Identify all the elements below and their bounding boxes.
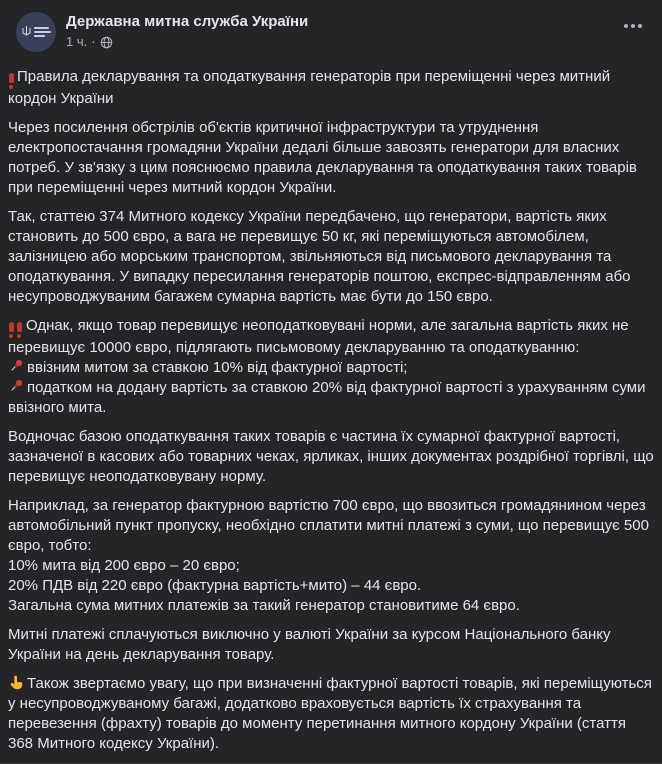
post-paragraph <box>8 596 654 616</box>
meta-separator: · <box>91 34 96 49</box>
paragraph-text: ввізним митом за ставкою 10% від фактурної вартості; <box>27 359 408 376</box>
post-paragraph <box>8 316 654 358</box>
post-paragraph <box>8 496 654 556</box>
post-paragraph <box>8 207 654 307</box>
globe-public-icon <box>100 36 113 49</box>
post-timestamp-link[interactable]: 1 ч. <box>66 34 88 49</box>
paragraph-text: Наприклад, за генератор фактурною вартістю 700 євро, що ввозиться громадянином через автомобільний пункт пропуску, необхідно сплатити митні платежі з суми, що перевищує 500 євро, тобто: <box>8 497 649 554</box>
post-meta <box>66 34 618 50</box>
post-paragraph <box>8 118 654 198</box>
heavy-exclamation-icon <box>8 73 14 89</box>
customs-logo-icon <box>22 26 31 38</box>
paragraph-text: 20% ПДВ від 220 євро (фактурна вартість+мито) – 44 євро. <box>8 577 422 594</box>
page-name-link[interactable]: Державна митна служба України <box>66 13 309 30</box>
post-paragraph <box>8 67 654 109</box>
pushpin-icon <box>8 378 24 394</box>
point-up-icon <box>8 674 24 690</box>
header-text <box>66 12 618 50</box>
post-paragraph <box>8 625 654 665</box>
paragraph-text: Правила декларування та оподаткування генераторів при переміщенні через митний кордон України <box>8 68 611 107</box>
paragraph-text: Також звертаємо увагу, що при визначенні фактурної вартості товарів, які переміщуються у несупроводжуваному багажі, додатково враховується вартість їх страхування та перевезення (фрахту) товарів до моменту перетинання митного кордону України (стаття 368 Митного кодексу України). <box>8 675 652 752</box>
paragraph-text: податком на додану вартість за ставкою 20% від фактурної вартості з урахуванням суми ввізного мита. <box>8 379 646 416</box>
post-paragraph <box>8 556 654 576</box>
double-exclamation-icon <box>8 322 22 338</box>
post-body <box>0 54 662 764</box>
pushpin-icon <box>8 358 24 374</box>
post-paragraph <box>8 378 654 418</box>
paragraph-text: Загальна сума митних платежів за такий генератор становитиме 64 євро. <box>8 597 520 614</box>
paragraph-text: Однак, якщо товар перевищує неоподатковувані норми, але загальна вартість яких не перевищує 10000 євро, підлягають письмовому декларуванню та оподаткуванню: <box>8 317 629 356</box>
post-paragraph <box>8 674 654 754</box>
paragraph-text: Митні платежі сплачуються виключно у валюті України за курсом Національного банку України на день декларування товару. <box>8 626 611 663</box>
paragraph-text: Через посилення обстрілів об'єктів критичної інфраструктури та утруднення електропостачання громадяни України дедалі більше завозять генератори для власних потреб. У зв'язку з цим пояснюємо правила декларування та оподаткування таких товарів при переміщенні через митний кордон України. <box>8 119 637 196</box>
post-header <box>0 0 662 54</box>
paragraph-text: Так, статтею 374 Митного кодексу України передбачено, що генератори, вартість яких становить до 500 євро, а вага не перевищує 50 кг, які переміщуються автомобілем, залізницею або морським транспортом, звільняються від письмового декларування та оподаткування. У випадку пересилання генераторів поштою, експрес-відправленням або несупроводжуваним багажем сумарна вартість має бути до 150 євро. <box>8 208 631 305</box>
post-paragraph <box>8 427 654 487</box>
avatar-logo-text-lines <box>34 27 51 37</box>
post-paragraph <box>8 358 654 378</box>
page-avatar[interactable] <box>16 12 56 52</box>
post-paragraph <box>8 576 654 596</box>
paragraph-text: 10% мита від 200 євро – 20 євро; <box>8 557 240 574</box>
more-options-button[interactable] <box>618 14 648 38</box>
paragraph-text: Водночас базою оподаткування таких товарів є частина їх сумарної фактурної вартості, зазначеної в касових або товарних чеках, ярликах, інших документах роздрібної торгівлі, що перевищує неоподатковувану норму. <box>8 428 654 485</box>
